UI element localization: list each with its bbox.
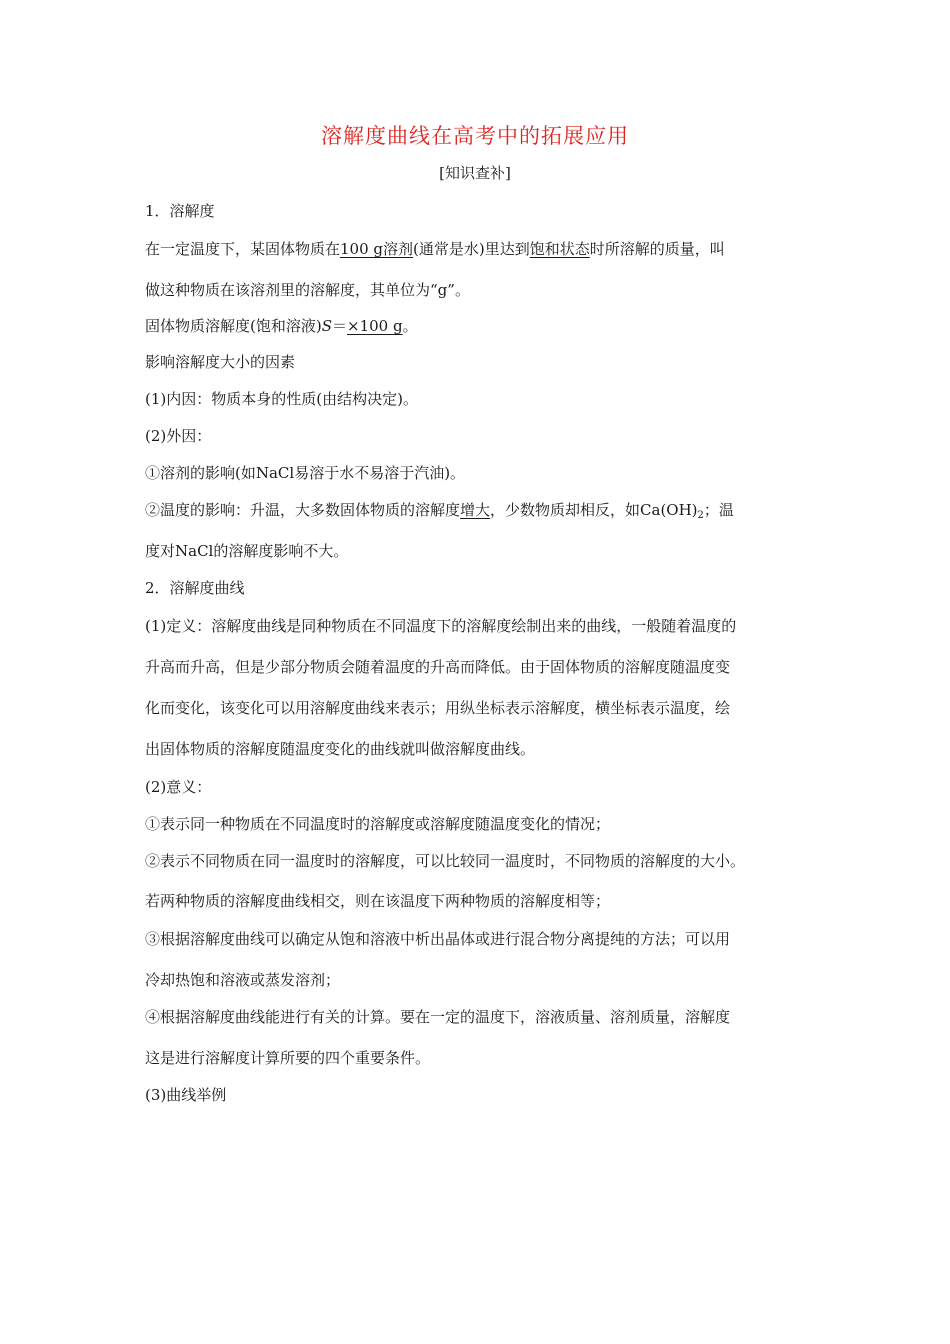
text: 固体物质溶解度(饱和溶液) <box>145 317 322 335</box>
meaning-heading: (2)意义： <box>145 778 212 796</box>
subscript: 2 <box>697 510 704 521</box>
meaning-3: ③根据溶解度曲线可以确定从饱和溶液中析出晶体或进行混合物分离提纯的方法；可以用 <box>145 930 731 948</box>
external-factor-2-cont: 度对NaCl的溶解度影响不大。 <box>145 542 349 560</box>
curve-definition-4: 出固体物质的溶解度随温度变化的曲线就叫做溶解度曲线。 <box>145 740 536 758</box>
external-factor-2 <box>145 499 734 521</box>
meaning-1: ①表示同一种物质在不同温度时的溶解度或溶解度随温度变化的情况； <box>145 815 611 833</box>
text: (通常是水)里达到 <box>413 240 530 258</box>
meaning-2-cont: 若两种物质的溶解度曲线相交，则在该温度下两种物质的溶解度相等； <box>145 892 611 910</box>
definition-line-1 <box>145 238 725 259</box>
section-tag: [知识查补] <box>439 164 511 182</box>
page-title: 溶解度曲线在高考中的拓展应用 <box>321 124 629 148</box>
text: 在一定温度下，某固体物质在 <box>145 240 341 258</box>
text: 时所溶解的质量，叫 <box>589 240 725 258</box>
curve-definition-2: 升高而升高，但是少部分物质会随着温度的升高而降低。由于固体物质的溶解度随温度变 <box>145 658 731 676</box>
meaning-2: ②表示不同物质在同一温度时的溶解度，可以比较同一温度时，不同物质的溶解度的大小。 <box>145 852 746 870</box>
text: ②温度的影响：升温，大多数固体物质的溶解度 <box>145 501 461 519</box>
formula-symbol: S <box>321 317 332 335</box>
underlined-term: ×100 g <box>347 317 403 335</box>
curve-examples-heading: (3)曲线举例 <box>145 1086 227 1104</box>
heading-solubility-curve: 2．溶解度曲线 <box>145 579 245 597</box>
formula-line <box>145 315 418 336</box>
internal-factor: (1)内因：物质本身的性质(由结构决定)。 <box>145 390 418 408</box>
external-factor-1: ①溶剂的影响(如NaCl易溶于水不易溶于汽油)。 <box>145 464 466 482</box>
curve-definition-1: (1)定义：溶解度曲线是同种物质在不同温度下的溶解度绘制出来的曲线，一般随着温度的 <box>145 617 737 635</box>
meaning-4: ④根据溶解度曲线能进行有关的计算。要在一定的温度下，溶液质量、溶剂质量，溶解度 <box>145 1008 731 1026</box>
text: 。 <box>402 317 418 335</box>
text: ＝ <box>332 317 348 335</box>
text: ，少数物质却相反，如Ca(OH) <box>490 501 698 519</box>
factors-heading: 影响溶解度大小的因素 <box>145 353 296 371</box>
curve-definition-3: 化而变化，该变化可以用溶解度曲线来表示；用纵坐标表示溶解度，横坐标表示温度，绘 <box>145 699 731 717</box>
meaning-4-cont: 这是进行溶解度计算所要的四个重要条件。 <box>145 1049 431 1067</box>
definition-line-2: 做这种物质在该溶剂里的溶解度，其单位为“g”。 <box>145 281 470 299</box>
underlined-term: 增大 <box>460 501 491 519</box>
meaning-3-cont: 冷却热饱和溶液或蒸发溶剂； <box>145 971 341 989</box>
text: ；温 <box>703 501 734 519</box>
external-factor: (2)外因： <box>145 427 212 445</box>
underlined-term: 100 g溶剂 <box>340 240 414 258</box>
heading-solubility: 1．溶解度 <box>145 202 215 220</box>
underlined-term: 饱和状态 <box>529 240 590 258</box>
